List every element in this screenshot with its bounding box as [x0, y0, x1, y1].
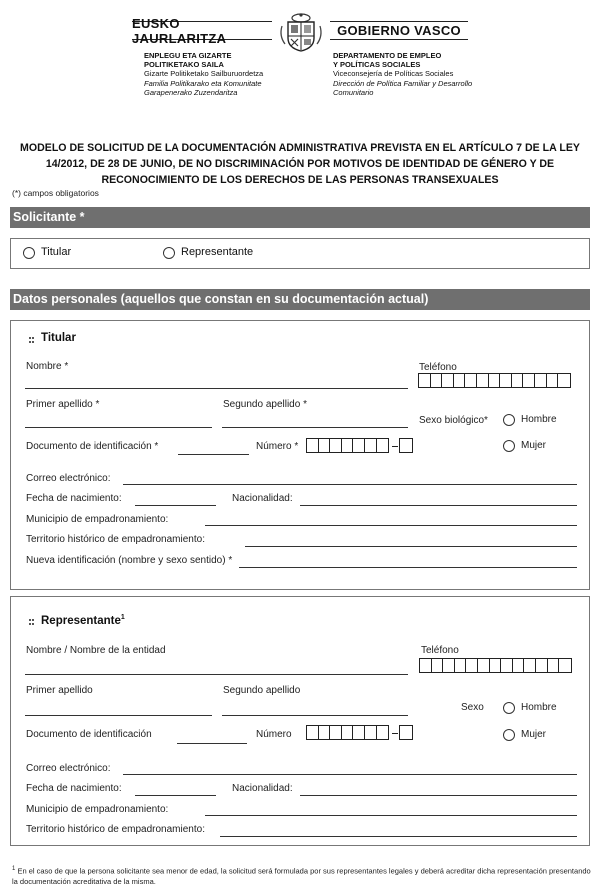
- titular-telefono-input[interactable]: [418, 373, 571, 388]
- rep-nombre-label: Nombre / Nombre de la entidad: [26, 645, 166, 656]
- numero-dash: [392, 446, 398, 447]
- dept-italic-line: Familia Politikarako eta Komunitate: [144, 78, 262, 88]
- dept-name-line: POLITIKETAKO SAILA: [144, 59, 224, 69]
- dept-name-line: ENPLEGU ETA GIZARTE: [144, 51, 232, 60]
- representante-heading-text: Representante: [41, 614, 121, 627]
- rep-segundo-apellido-input[interactable]: [222, 715, 408, 716]
- dept-block-basque: [144, 52, 263, 98]
- title-line: RECONOCIMIENTO DE LOS DERECHOS DE LAS PERSONAS TRANSEXUALES: [101, 174, 499, 186]
- rep-sexo-label: Sexo: [461, 702, 484, 713]
- titular-territorio-input[interactable]: [245, 546, 577, 547]
- footnote: [12, 864, 592, 887]
- rep-correo-label: Correo electrónico:: [26, 763, 111, 774]
- org-name-basque: EUSKO JAURLARITZA: [132, 21, 272, 40]
- rep-municipio-input[interactable]: [205, 815, 577, 816]
- radio-rep-mujer[interactable]: [503, 729, 515, 741]
- rep-segundo-apellido-label: Segundo apellido: [223, 685, 301, 696]
- titular-nueva-input[interactable]: [239, 567, 577, 568]
- radio-titular-label: Titular: [41, 246, 72, 258]
- document-title: [10, 140, 590, 188]
- titular-municipio-label: Municipio de empadronamiento:: [26, 514, 169, 525]
- rep-telefono-input[interactable]: [419, 658, 572, 673]
- titular-nacionalidad-label: Nacionalidad:: [232, 493, 293, 504]
- radio-rep-hombre[interactable]: [503, 702, 515, 714]
- rep-telefono-label: Teléfono: [421, 645, 459, 656]
- rep-nacionalidad-input[interactable]: [300, 795, 577, 796]
- titular-nombre-label: Nombre *: [26, 361, 69, 372]
- titular-documento-input[interactable]: [178, 454, 249, 455]
- radio-titular-mujer[interactable]: [503, 440, 515, 452]
- rep-documento-label: Documento de identificación: [26, 729, 152, 740]
- coat-of-arms-icon: [278, 12, 324, 52]
- titular-territorio-label: Territorio histórico de empadronamiento:: [26, 534, 205, 545]
- rep-fecha-label: Fecha de nacimiento:: [26, 783, 122, 794]
- radio-titular-mujer-label: Mujer: [521, 440, 547, 451]
- rep-numero-label: Número: [256, 729, 292, 740]
- titular-documento-label: Documento de identificación *: [26, 441, 159, 452]
- radio-representante-label: Representante: [181, 246, 254, 258]
- section-datos-personales: Datos personales (aquellos que constan en su documentación actual): [10, 289, 590, 310]
- numero-dash: [392, 733, 398, 734]
- org-name-spanish: GOBIERNO VASCO: [330, 21, 468, 40]
- rep-numero-input[interactable]: [306, 725, 389, 740]
- titular-nacionalidad-input[interactable]: [300, 505, 577, 506]
- solicitante-box: [10, 238, 590, 269]
- rep-numero-letter-input[interactable]: [399, 725, 413, 740]
- title-line: 14/2012, DE 28 DE JUNIO, DE NO DISCRIMINACIÓN POR MOTIVOS DE IDENTIDAD DE GÉNERO Y DE: [45, 158, 555, 170]
- required-note: (*) campos obligatorios: [12, 188, 99, 198]
- titular-correo-input[interactable]: [123, 484, 577, 485]
- radio-titular-hombre-label: Hombre: [521, 414, 557, 425]
- rep-documento-input[interactable]: [177, 743, 247, 744]
- dept-sub: Viceconsejería de Políticas Sociales: [333, 69, 454, 79]
- titular-fecha-input[interactable]: [135, 505, 216, 506]
- titular-primer-apellido-label: Primer apellido *: [26, 399, 100, 410]
- titular-segundo-apellido-label: Segundo apellido *: [223, 399, 307, 410]
- dept-block-spanish: [333, 52, 472, 98]
- dept-italic-line: Dirección de Política Familiar y Desarrollo: [333, 78, 473, 88]
- titular-numero-letter-input[interactable]: [399, 438, 413, 453]
- radio-rep-mujer-label: Mujer: [521, 729, 547, 740]
- dept-name-line: DEPARTAMENTO DE EMPLEO: [333, 51, 442, 60]
- dept-name-line: Y POLÍTICAS SOCIALES: [333, 59, 421, 69]
- rep-primer-apellido-label: Primer apellido: [26, 685, 93, 696]
- section-solicitante: Solicitante *: [10, 207, 590, 228]
- titular-primer-apellido-input[interactable]: [25, 427, 212, 428]
- titular-segundo-apellido-input[interactable]: [222, 427, 408, 428]
- radio-representante[interactable]: [163, 247, 175, 259]
- title-line: MODELO DE SOLICITUD DE LA DOCUMENTACIÓN ADMINISTRATIVA PREVISTA EN EL ARTÍCULO 7 DE LA LEY: [20, 142, 580, 154]
- titular-correo-label: Correo electrónico:: [26, 473, 111, 484]
- grip-icon: [29, 619, 35, 625]
- representante-heading: [41, 614, 125, 627]
- footnote-mark: 1: [12, 866, 16, 872]
- titular-numero-input[interactable]: [306, 438, 389, 453]
- rep-municipio-label: Municipio de empadronamiento:: [26, 804, 169, 815]
- titular-nombre-input[interactable]: [25, 388, 408, 389]
- rep-correo-input[interactable]: [123, 774, 577, 775]
- titular-fecha-label: Fecha de nacimiento:: [26, 493, 122, 504]
- radio-titular-hombre[interactable]: [503, 414, 515, 426]
- rep-primer-apellido-input[interactable]: [25, 715, 212, 716]
- rep-territorio-label: Territorio histórico de empadronamiento:: [26, 824, 205, 835]
- footnote-text: En el caso de que la persona solicitante sea menor de edad, la solicitud será formulada por sus representantes legales y deberá acreditar dicha representación presentando la documentación acreditativa de la misma.: [12, 866, 591, 886]
- titular-heading: Titular: [41, 332, 76, 344]
- titular-nueva-label: Nueva identificación (nombre y sexo sentido) *: [26, 555, 233, 566]
- radio-rep-hombre-label: Hombre: [521, 702, 557, 713]
- footnote-ref: 1: [120, 614, 125, 621]
- radio-titular[interactable]: [23, 247, 35, 259]
- dept-sub: Gizarte Politiketako Sailburuordetza: [144, 69, 264, 79]
- titular-municipio-input[interactable]: [205, 525, 577, 526]
- dept-italic-line: Garapenerako Zuzendaritza: [144, 88, 238, 98]
- titular-numero-label: Número *: [256, 441, 299, 452]
- rep-fecha-input[interactable]: [135, 795, 216, 796]
- rep-territorio-input[interactable]: [220, 836, 577, 837]
- rep-nacionalidad-label: Nacionalidad:: [232, 783, 293, 794]
- dept-italic-line: Comunitario: [333, 88, 374, 98]
- titular-box: [10, 320, 590, 590]
- titular-telefono-label: Teléfono: [419, 362, 457, 373]
- rep-nombre-input[interactable]: [25, 674, 408, 675]
- titular-sexo-label: Sexo biológico*: [419, 415, 488, 426]
- grip-icon: [29, 337, 35, 343]
